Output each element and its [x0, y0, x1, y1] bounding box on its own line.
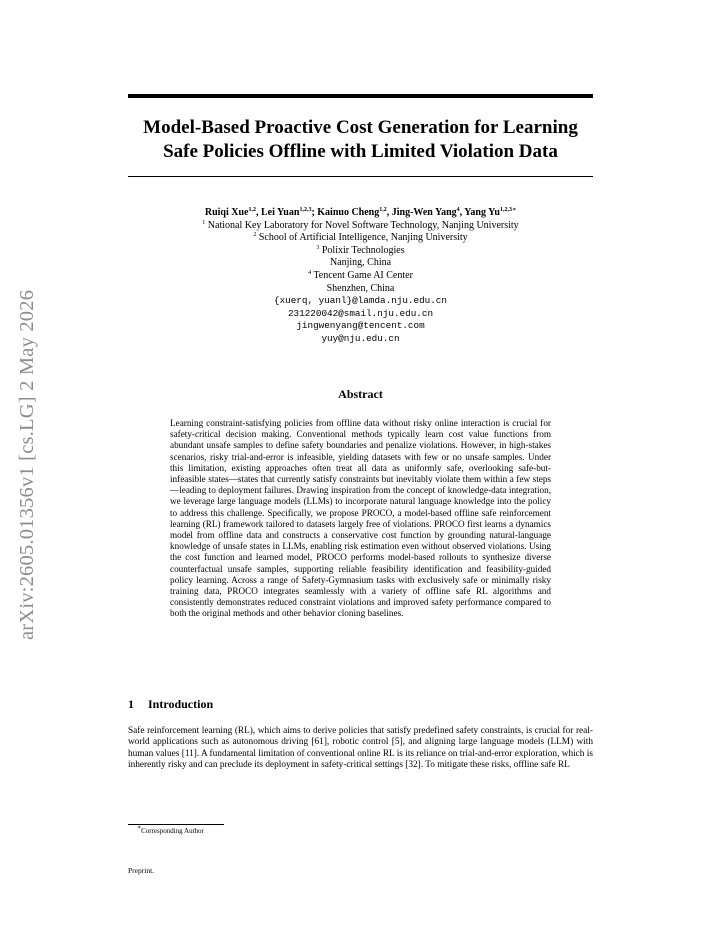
author-5-affil [500, 207, 516, 213]
corresponding-mark: ∗ [511, 207, 517, 213]
author-3-affil: 1,2 [379, 207, 387, 213]
footnote-text: Corresponding Author [141, 827, 204, 835]
email-2: 231220042@smail.nju.edu.cn [287, 307, 434, 319]
author-1: Ruiqi Xue [204, 207, 249, 218]
title-bottom-rule [128, 176, 593, 177]
footnote-rule [128, 824, 224, 825]
affiliation-3 [128, 245, 593, 258]
abstract-text: Learning constraint-satisfying policies from offline data without risky online interaction is crucial for safety-critical decision making. Conventional methods typically learn cost value functions from abundant unsafe samples to define safety boundaries and penalize violations. However, in high-stakes scenarios, risky trial-and-error is infeasible, yielding datasets with few or no unsafe samples. Under this limitation, existing approaches often treat all data as uniformly safe, overlooking safe-but-infeasible states—states that currently satisfy constraints but inevitably violate them within a few steps—leading to deployment failures. Drawing inspiration from the concept of knowledge-data integration, we leverage large language models (LLMs) to incorporate natural language knowledge into the policy to address this challenge. Specifically, we propose PROCO, a model-based offline safe reinforcement learning (RL) framework tailored to datasets largely free of violations. PROCO first learns a dynamics model from offline data and constructs a conservative cost function by grounding natural-language knowledge of unsafe states in LLMs, enabling risk estimation even without observed violations. Using the cost function and learned model, PROCO performs model-based rollouts to synthesize diverse counterfactual unsafe samples, supporting reliable feasibility identification and feasibility-guided policy learning. Across a range of Safety-Gymnasium tasks with exclusively safe or minimally risky training data, PROCO integrates seamlessly with a variety of offline safe RL algorithms and consistently demonstrates reduced constraint violations and improved safety performance compared to both the original methods and other behavior cloning baselines. [170, 418, 551, 619]
footnote-mark: ∗ [137, 825, 142, 831]
section-title: Introduction [148, 697, 214, 711]
paper-title [128, 116, 593, 164]
author-4: , Jing-Wen Yang [386, 207, 457, 218]
author-1-affil: 1,2 [248, 207, 256, 213]
affiliation-4-text: Tencent Game AI Center [311, 269, 413, 281]
affiliation-3-text: Polixir Technologies [319, 244, 405, 256]
footnote [137, 827, 204, 835]
email-3: jingwenyang@tencent.com [296, 320, 425, 332]
affiliation-4-location: Shenzhen, China [326, 282, 395, 294]
affiliation-1-mark: 1 [202, 219, 206, 226]
affiliation-3-location: Nanjing, China [329, 257, 392, 269]
author-names [128, 207, 593, 220]
author-5: , Yang Yu [459, 207, 500, 218]
affiliation-1-text: National Key Laboratory for Novel Software Technology, Nanjing University [205, 219, 519, 231]
title-top-rule [128, 94, 593, 98]
author-4-affil: 4 [456, 207, 460, 213]
author-3: ; Kainuo Cheng [311, 207, 380, 218]
affiliation-4 [128, 270, 593, 283]
email-4: yuy@nju.edu.cn [321, 332, 400, 344]
affiliation-1 [128, 220, 593, 233]
introduction-paragraph: Safe reinforcement learning (RL), which aims to derive policies that satisfy predefined safety constraints, is crucial for real-world applications such as autonomous driving [61], robotic control [5], and aligning large language models (LLM) with human values [11]. A fundamental limitation of conventional online RL is its reliance on trial-and-error exploration, which is inherently risky and can preclude its deployment in safety-critical settings [32]. To mitigate these risks, offline safe RL [128, 726, 593, 771]
section-number: 1 [128, 697, 134, 711]
affiliation-2-text: School of Artificial Intelligence, Nanjing University [256, 232, 468, 244]
abstract-heading: Abstract [338, 387, 383, 401]
arxiv-identifier: arXiv:2605.01356v1 [cs.LG] 2 May 2026 [16, 289, 38, 640]
author-block [128, 207, 593, 346]
title-line-2: Safe Policies Offline with Limited Violation Data [163, 141, 558, 162]
preprint-label: Preprint. [128, 866, 155, 875]
email-1: {xuerq, yuanl}@lamda.nju.edu.cn [274, 295, 447, 307]
author-2-affil: 1,2,3 [299, 207, 312, 213]
affiliation-3-mark: 3 [316, 244, 320, 251]
affiliation-2 [128, 232, 593, 245]
affiliation-2-mark: 2 [253, 232, 257, 239]
title-line-1: Model-Based Proactive Cost Generation for Learning [143, 117, 578, 138]
author-2: , Lei Yuan [255, 207, 300, 218]
section-heading [128, 697, 213, 712]
author-5-affil-nums: 1,2,3 [499, 207, 512, 213]
affiliation-4-mark: 4 [308, 269, 312, 276]
